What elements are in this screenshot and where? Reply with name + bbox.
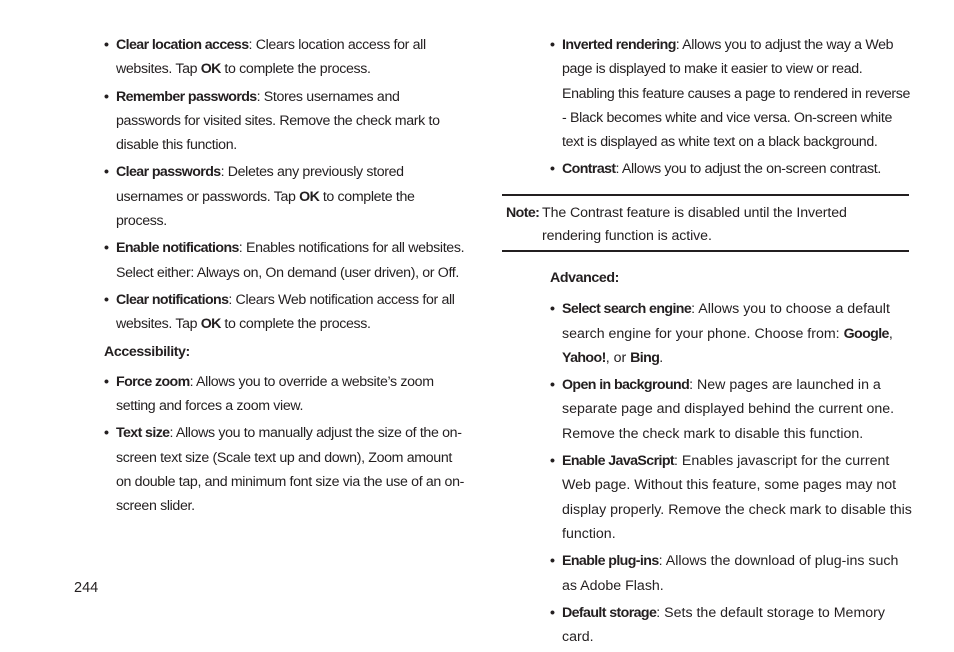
bullet: • bbox=[550, 553, 555, 570]
list-item bbox=[550, 297, 912, 370]
list-item bbox=[104, 160, 466, 233]
list-item bbox=[104, 85, 466, 158]
item-text: : Enables javascript for the current Web page. Without this feature, some pages may not display properly. Remove the check mark to disable this function. bbox=[562, 453, 912, 542]
item-term: Text size bbox=[116, 425, 170, 442]
bullet: • bbox=[550, 377, 555, 394]
note-box bbox=[502, 194, 909, 252]
item-text: : Clears location access for all websites. Tap bbox=[116, 37, 426, 78]
note-content bbox=[506, 202, 906, 247]
list-item bbox=[550, 601, 912, 650]
item-text: : Allows you to manually adjust the size of the on-screen text size (Scale text up and down), Zoom amount on double tap, and minimum font size via the use of an on-screen slider. bbox=[116, 425, 465, 515]
list-item bbox=[104, 288, 466, 337]
search-option-yahoo: Yahoo! bbox=[562, 349, 606, 366]
bullet: • bbox=[104, 240, 109, 257]
separator: , bbox=[888, 325, 893, 342]
item-text: : Allows you to choose a default search engine for your phone. Choose from: bbox=[562, 301, 890, 342]
item-term: Remember passwords bbox=[116, 88, 257, 105]
ok-keyword: OK bbox=[299, 188, 320, 205]
item-text: : Allows the download of plug-ins such as Adobe Flash. bbox=[562, 553, 899, 594]
list-item bbox=[104, 236, 466, 285]
note-text: The Contrast feature is disabled until the Inverted rendering function is active. bbox=[542, 205, 847, 244]
item-term: Force zoom bbox=[116, 373, 190, 390]
item-tail: to complete the process. bbox=[116, 188, 415, 230]
bullet: • bbox=[104, 88, 109, 105]
item-text: : Allows you to adjust the on-screen contrast. bbox=[615, 161, 881, 178]
item-text: : Allows you to override a website’s zoom setting and forces a zoom view. bbox=[116, 373, 434, 415]
list-item bbox=[550, 33, 912, 154]
page-number: 244 bbox=[74, 580, 99, 596]
list-item bbox=[104, 33, 466, 82]
list-item bbox=[104, 421, 466, 518]
note-label: Note: bbox=[506, 205, 540, 221]
ok-keyword: OK bbox=[200, 316, 221, 333]
item-text: : Deletes any previously stored usernames or passwords. Tap bbox=[116, 164, 404, 205]
bullet: • bbox=[104, 425, 109, 442]
item-term: Enable notifications bbox=[116, 240, 239, 257]
item-term: Default storage bbox=[562, 604, 657, 621]
item-end: . bbox=[659, 349, 664, 366]
left-column bbox=[104, 33, 466, 522]
item-tail: to complete the process. bbox=[220, 61, 371, 78]
item-term: Inverted rendering bbox=[562, 37, 676, 53]
bullet: • bbox=[104, 291, 109, 308]
item-text: : Allows you to adjust the way a Web page is displayed to make it easier to view or read. Enabling this feature causes a page to rendered in reverse - Black becomes white and vice versa. On-screen white text is displayed as white text on a black background. bbox=[562, 37, 911, 151]
list-item bbox=[550, 549, 912, 598]
list-item bbox=[550, 449, 912, 546]
list-item bbox=[550, 157, 912, 181]
search-option-google: Google bbox=[843, 325, 889, 342]
item-text: : New pages are launched in a separate page and displayed behind the current one. Remove the check mark to disable this function. bbox=[562, 377, 895, 442]
bullet: • bbox=[550, 604, 555, 621]
accessibility-heading: Accessibility: bbox=[104, 343, 190, 360]
item-text: : Stores usernames and passwords for visited sites. Remove the check mark to disable this function. bbox=[116, 88, 440, 154]
search-option-bing: Bing bbox=[630, 349, 660, 366]
right-column bbox=[550, 33, 912, 185]
item-term: Enable plug-ins bbox=[562, 553, 659, 570]
item-text: : Enables notifications for all websites. Select either: Always on, On demand (user driven), or Off. bbox=[116, 240, 465, 281]
item-term: Clear passwords bbox=[116, 164, 221, 181]
bullet: • bbox=[104, 37, 109, 53]
bullet: • bbox=[550, 301, 555, 318]
item-term: Enable JavaScript bbox=[562, 453, 675, 470]
bullet: • bbox=[104, 373, 109, 390]
item-term: Clear notifications bbox=[116, 291, 229, 308]
advanced-section bbox=[550, 266, 912, 652]
bullet: • bbox=[550, 161, 555, 178]
item-text: : Clears Web notification access for all websites. Tap bbox=[116, 291, 455, 333]
bullet: • bbox=[550, 37, 555, 53]
list-item bbox=[550, 373, 912, 446]
item-term: Contrast bbox=[562, 161, 616, 178]
item-term: Clear location access bbox=[116, 37, 249, 53]
advanced-heading: Advanced: bbox=[550, 270, 619, 286]
separator: , or bbox=[605, 349, 631, 366]
item-term: Open in background bbox=[562, 377, 690, 394]
bullet: • bbox=[550, 453, 555, 470]
bullet: • bbox=[104, 164, 109, 181]
item-text: : Sets the default storage to Memory card. bbox=[562, 604, 885, 646]
ok-keyword: OK bbox=[200, 61, 221, 78]
item-term: Select search engine bbox=[562, 301, 692, 318]
item-tail: to complete the process. bbox=[220, 316, 371, 333]
list-item bbox=[104, 370, 466, 419]
